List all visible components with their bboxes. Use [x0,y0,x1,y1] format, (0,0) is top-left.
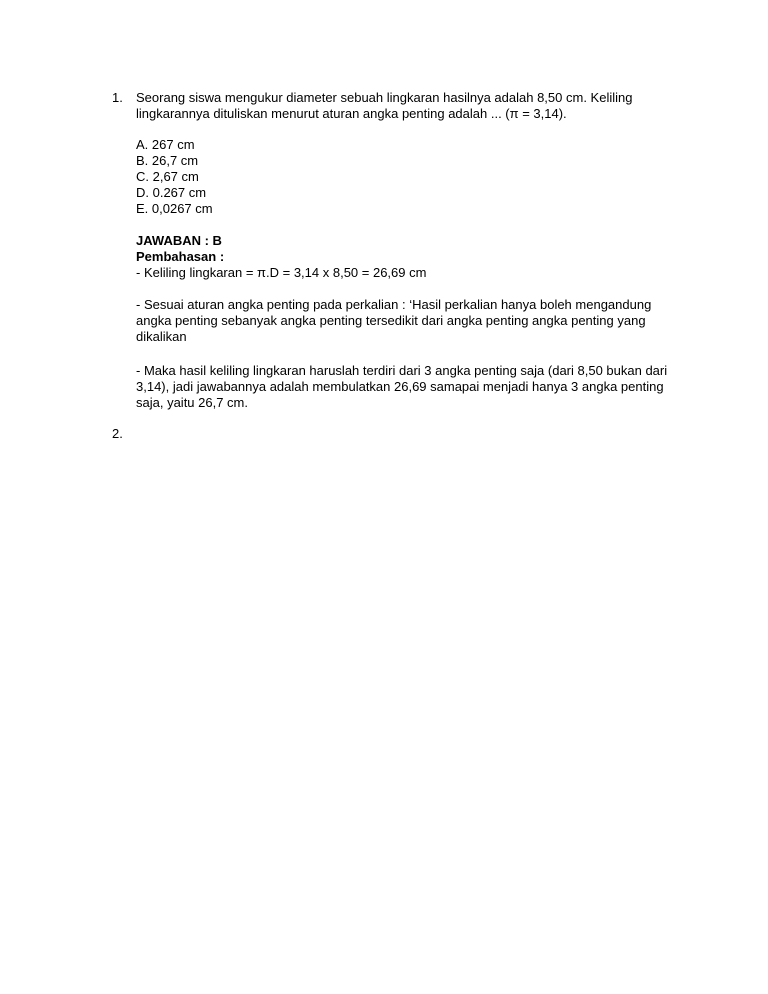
question-number: 1. [112,90,123,105]
option-c: C. 2,67 cm [136,169,199,184]
option-b: B. 26,7 cm [136,153,199,168]
question-number: 2. [112,426,123,441]
answer-block [136,233,681,281]
answer-label: JAWABAN : B [136,233,222,248]
discussion-label: Pembahasan : [136,249,225,264]
discussion-paragraph-3: - Maka hasil keliling lingkaran haruslah terdiri dari 3 angka penting saja (dari 8,50 bukan dari 3,14), jadi jawabannya adalah membulatkan 26,69 samapai menjadi hanya 3 angka penting saja, yaitu 26,7 cm. [136,363,668,410]
option-a: A. 267 cm [136,137,195,152]
discussion-paragraph-2: - Sesuai aturan angka penting pada perkalian : ‘Hasil perkalian hanya boleh mengandung angka penting sebanyak angka penting tersedikit dari angka penting angka penting yang dikalikan [136,297,652,344]
option-e: E. 0,0267 cm [136,201,213,216]
question-text: Seorang siswa mengukur diameter sebuah lingkaran hasilnya adalah 8,50 cm. Keliling lingkarannya dituliskan menurut aturan angka penting adalah ... (π = 3,14). [136,90,633,121]
option-d: D. 0.267 cm [136,185,207,200]
discussion-line-1: - Keliling lingkaran = π.D = 3,14 x 8,50 = 26,69 cm [136,265,427,280]
answer-options [136,137,681,217]
